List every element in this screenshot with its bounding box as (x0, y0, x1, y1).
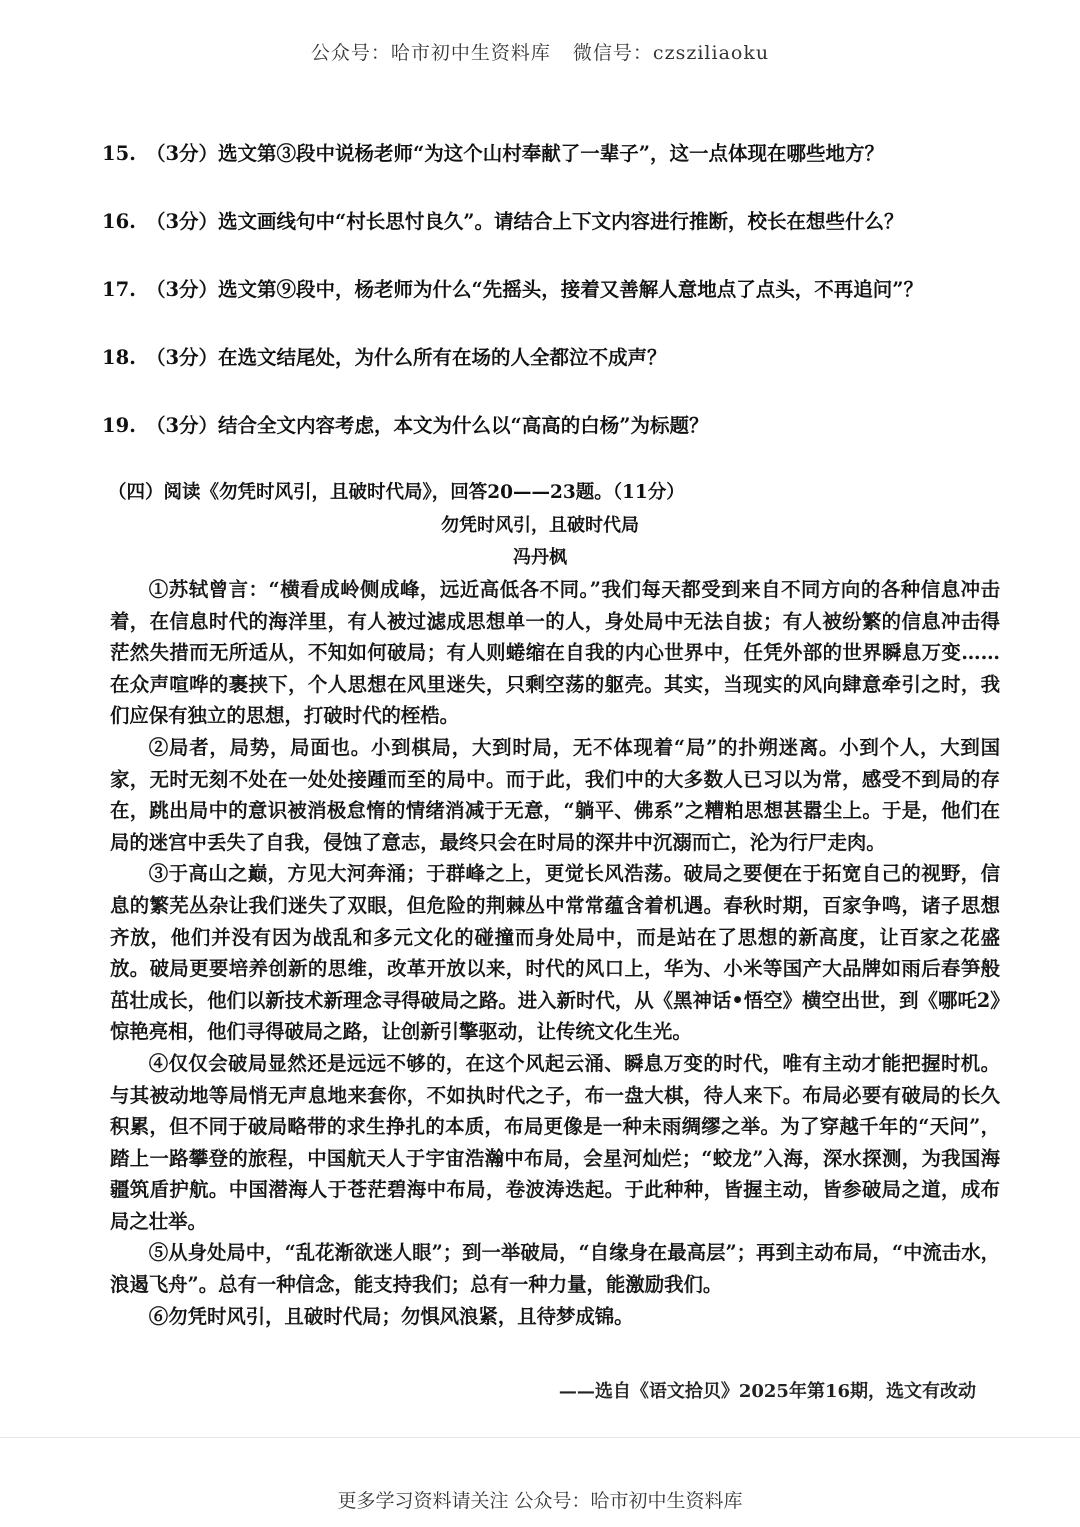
article-paragraph: ⑥勿凭时风引，且破时代局；勿惧风浪紧，且待梦成锦。 (148, 1304, 634, 1328)
question-item (102, 138, 1002, 206)
article-paragraph: ⑤从身处局中，“乱花渐欲迷人眼”；到一举破局，“自缘身在最高层”；再到主动布局，“中流击水，浪遏飞舟”。总有一种信念，能支持我们；总有一种力量，能激励我们。 (110, 1241, 1000, 1297)
question-item (102, 410, 1002, 478)
question-text: （3分）选文画线句中“村长思忖良久”。请结合上下文内容进行推断，校长在想些什么？ (145, 210, 904, 233)
question-text: （3分）结合全文内容考虑，本文为什么以“高高的白杨”为标题？ (145, 414, 709, 437)
article-title: 勿凭时风引，且破时代局 (441, 515, 639, 536)
footer-divider (0, 1437, 1080, 1438)
question-item (102, 274, 1002, 342)
question-text: （3分）在选文结尾处，为什么所有在场的人全都泣不成声？ (145, 346, 667, 369)
question-text: （3分）选文第⑨段中，杨老师为什么“先摇头，接着又善解人意地点了点头，不再追问”？ (145, 278, 923, 301)
article-paragraph: ④仅仅会破局显然还是远远不够的，在这个风起云涌、瞬息万变的时代，唯有主动才能把握时机。与其被动地等局悄无声息地来套你，不如执时代之子，布一盘大棋，待人来下。布局必要有破局的长久积累，但不同于破局略带的求生挣扎的本质，布局更像是一种未雨绸缪之举。为了穿越千年的“天问”，踏上一路攀登的旅程，中国航天人于宇宙浩瀚中布局，会星河灿烂；“蛟龙”入海，深水探测，为我国海疆筑盾护航。中国潜海人于苍茫碧海中布局，卷波涛迭起。于此种种，皆握主动，皆参破局之道，成布局之壮举。 (110, 1051, 1000, 1233)
question-item (102, 342, 1002, 410)
account-label: 公众号：哈市初中生资料库 (310, 42, 551, 64)
wechat-label: 微信号：czsziliaoku (572, 42, 770, 64)
article-source: ——选自《语文拾贝》2025年第16期，选文有改动 (558, 1381, 976, 1402)
question-text: （3分）选文第③段中说杨老师“为这个山村奉献了一辈子”，这一点体现在哪些地方？ (145, 142, 884, 165)
question-item (102, 206, 1002, 274)
article-paragraph: ②局者，局势，局面也。小到棋局，大到时局，无不体现着“局”的扑朔迷离。小到个人，大到国家，无时无刻不处在一处处接踵而至的局中。而于此，我们中的大多数人已习以为常，感受不到局的存在，跳出局中的意识被消极怠惰的情绪消减于无意，“躺平、佛系”之糟粕思想甚嚣尘上。于是，他们在局的迷宫中丢失了自我，侵蚀了意志，最终只会在时局的深井中沉溺而亡，沦为行尸走肉。 (110, 735, 1000, 854)
article-paragraph: ③于高山之巅，方见大河奔涌；于群峰之上，更觉长风浩荡。破局之要便在于拓宽自己的视野，信息的繁芜丛杂让我们迷失了双眼，但危险的荆棘丛中常常蕴含着机遇。春秋时期，百家争鸣，诸子思想齐放，他们并没有因为战乱和多元文化的碰撞而身处局中，而是站在了思想的新高度，让百家之花盛放。破局更要培养创新的思维，改革开放以来，时代的风口上，华为、小米等国产大品牌如雨后春笋般茁壮成长，他们以新技术新理念寻得破局之路。进入新时代，从《黑神话•悟空》横空出世，到《哪吒2》惊艳亮相，他们寻得破局之路，让创新引擎驱动，让传统文化生光。 (110, 862, 1000, 1044)
page-header (0, 38, 1080, 65)
question-number: 17. (102, 278, 136, 301)
question-number: 15. (102, 142, 136, 165)
question-number: 19. (102, 414, 136, 437)
article-body (110, 574, 1000, 1332)
article-author: 冯丹枫 (513, 547, 567, 568)
page-footer: 更多学习资料请关注 公众号：哈市初中生资料库 (337, 1490, 743, 1512)
question-list (102, 138, 1002, 478)
article-paragraph: ①苏轼曾言：“横看成岭侧成峰，远近高低各不同。”我们每天都受到来自不同方向的各种信息冲击着，在信息时代的海洋里，有人被过滤成思想单一的人，身处局中无法自拔；有人被纷繁的信息冲击得茫然失措而无所适从，不知如何破局；有人则蜷缩在自我的内心世界中，任凭外部的世界瞬息万变……在众声喧哗的裹挟下，个人思想在风里迷失，只剩空荡的躯壳。其实，当现实的风向肆意牵引之时，我们应保有独立的思想，打破时代的桎梏。 (110, 578, 1000, 728)
question-number: 18. (102, 346, 136, 369)
section-heading: （四）阅读《勿凭时风引，且破时代局》，回答20——23题。（11分） (108, 482, 685, 503)
question-number: 16. (102, 210, 136, 233)
